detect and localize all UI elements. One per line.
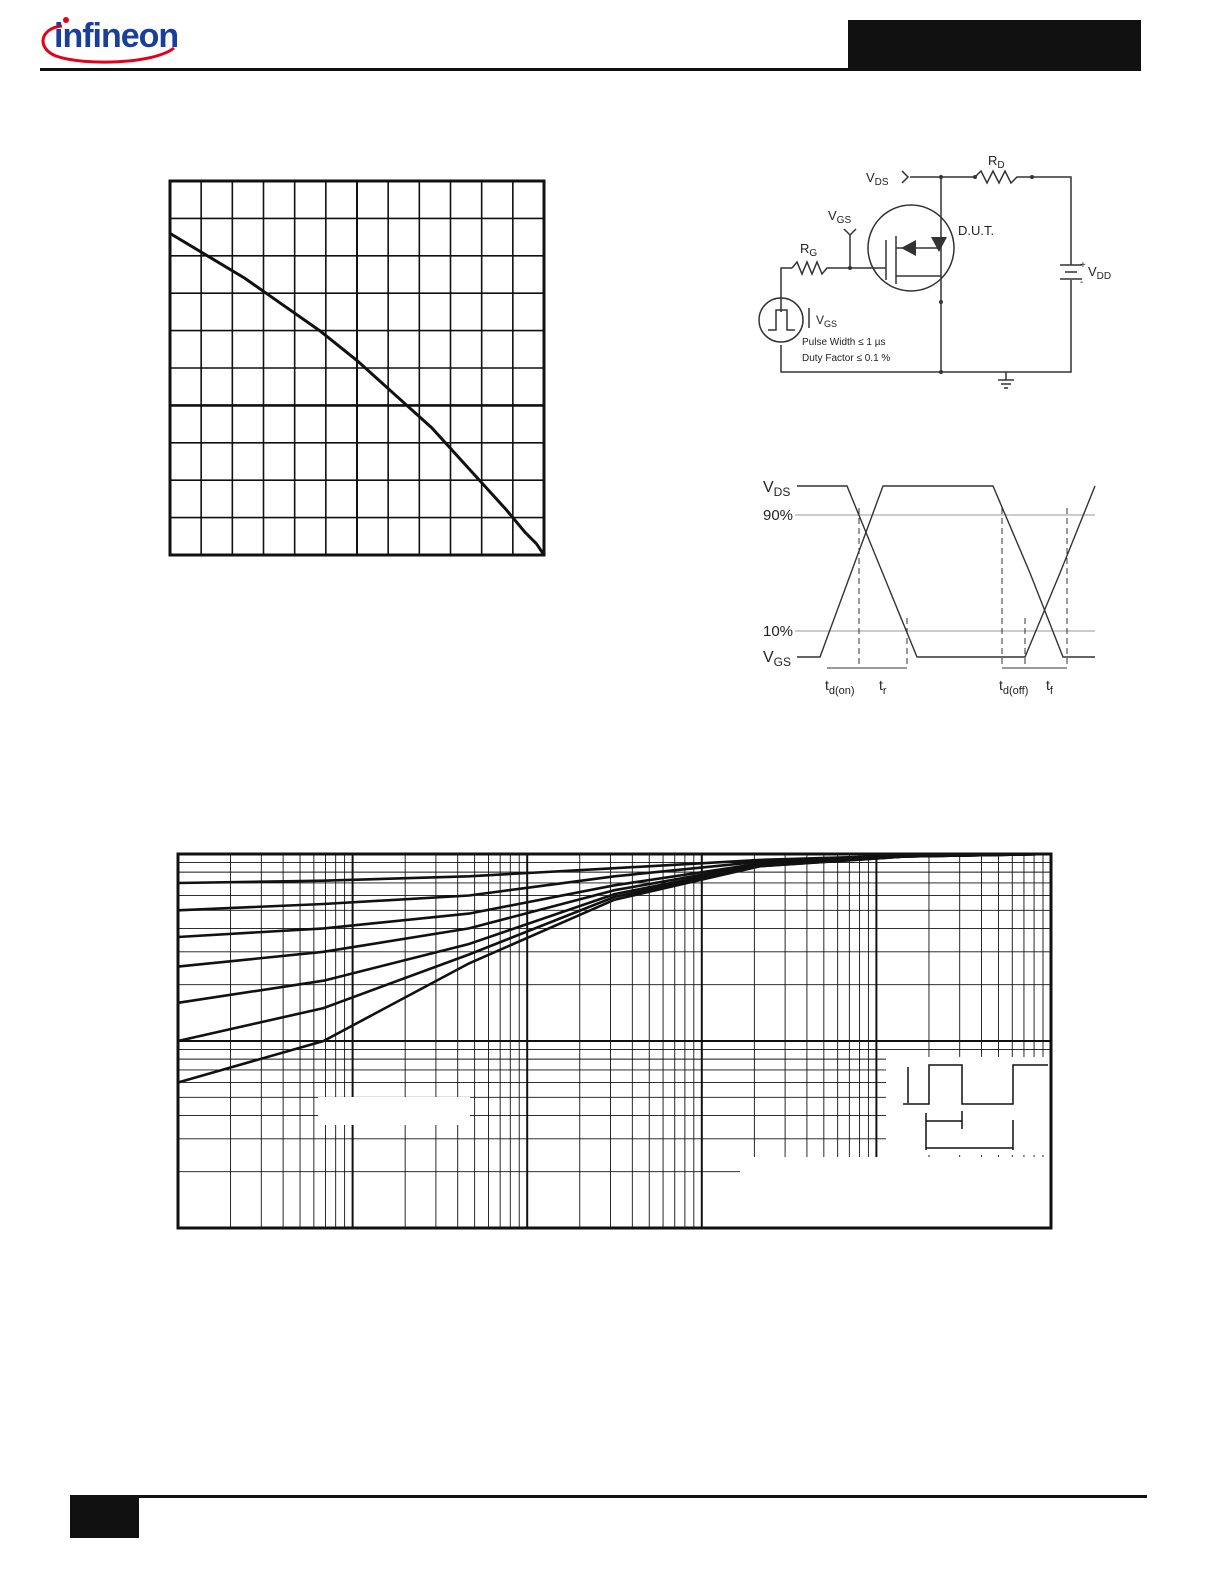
vds-probe-icon: [902, 171, 908, 183]
circuit-node: [939, 300, 943, 304]
circuit-node: [973, 175, 977, 179]
circuit-wire-right: [1032, 177, 1071, 265]
body-diode-icon: [931, 237, 947, 252]
vgs-probe-icon: [844, 229, 856, 235]
rd-label: $R_D$: [988, 153, 1005, 171]
circuit-wire-bottom: [941, 280, 1071, 372]
dut-label: D.U.T.: [958, 223, 995, 238]
footer-page-box: [70, 1497, 139, 1538]
header-rule: [40, 68, 1140, 71]
header-part-number-box: [848, 20, 1141, 71]
footer-rule: [70, 1495, 1147, 1498]
vdd-label: $V_{DD}$: [1088, 264, 1112, 282]
duty-factor-note: Duty Factor ≤ 0.1 %: [802, 353, 891, 364]
chart-1-grid: [170, 181, 544, 555]
circuit-node: [848, 266, 852, 270]
battery-icon: [1060, 265, 1082, 279]
chart-2-label-area: [318, 1097, 470, 1125]
wf-90-label: 90%: [763, 507, 794, 524]
chart-1: [160, 172, 560, 568]
wf-vds-label: $V_{DS}$: [763, 479, 791, 499]
vds-label: $V_{DS}$: [866, 170, 889, 188]
switching-test-circuit: [740, 140, 1140, 400]
battery-plus-sign: +: [1080, 260, 1086, 271]
wf-10-label: 10%: [763, 623, 794, 640]
wf-tf-label: $t_f$: [1046, 677, 1053, 697]
circuit-wire-gate: [781, 268, 792, 312]
rg-resistor-icon: [792, 262, 863, 274]
vgs-pulse-label: $V_{GS}$: [816, 313, 838, 329]
pulse-waveform-icon: [768, 310, 795, 330]
wf-tr-label: $t_r$: [879, 677, 887, 697]
circuit-node: [1030, 175, 1034, 179]
logo-text: infineon: [54, 17, 179, 55]
pulse-width-note: Pulse Width ≤ 1 µs: [802, 337, 886, 348]
ground-icon: [998, 372, 1014, 388]
battery-minus-sign: -: [1080, 277, 1084, 288]
infineon-logo: [34, 8, 184, 68]
chart-2-series-line: [178, 854, 1051, 883]
rd-resistor-icon: [975, 171, 1032, 183]
wf-vgs-label: $V_{GS}$: [763, 649, 792, 669]
wf-td-off-label: $t_{d(off)}$: [999, 677, 1029, 697]
circuit-node: [939, 175, 943, 179]
chart-2: [168, 845, 1063, 1240]
mosfet-symbol-icon: [863, 236, 941, 284]
chart-2-series-line: [178, 854, 1051, 1083]
rg-label: $R_G$: [800, 241, 818, 259]
chart-2-note-area: [740, 1157, 1050, 1227]
chart-2-series-lines: [178, 854, 1051, 1083]
chart-2-inset-area: [886, 1057, 1051, 1155]
vgs-top-label: $V_{GS}$: [828, 208, 852, 226]
mosfet-arrow-icon: [901, 240, 916, 256]
circuit-node: [939, 370, 943, 374]
switching-waveforms: [755, 468, 1100, 703]
wf-td-on-label: $t_{d(on)}$: [825, 677, 855, 697]
